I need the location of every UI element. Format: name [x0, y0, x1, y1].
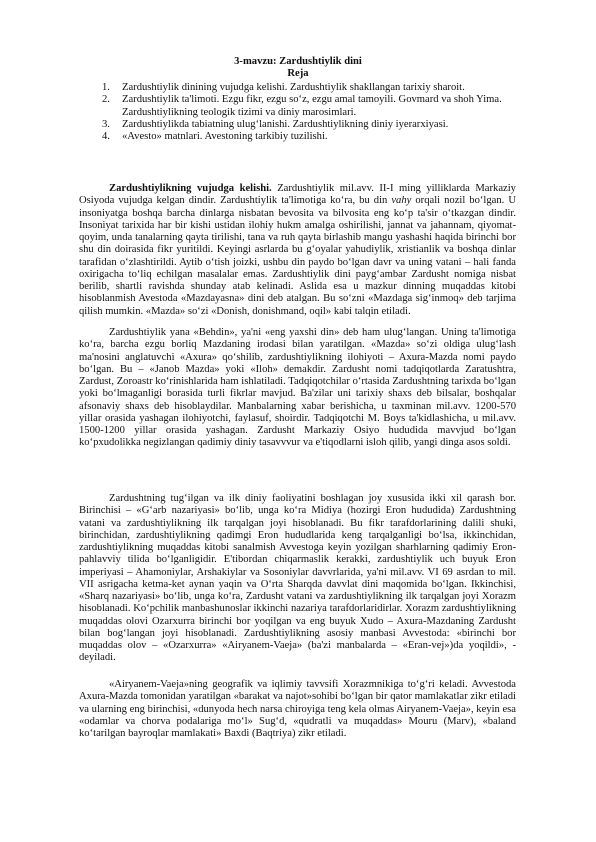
- page-title: 3-mavzu: Zardushtiylik dini: [234, 56, 362, 67]
- section-heading: Zardushtiylikning vujudga kelishi.: [109, 183, 272, 194]
- plan-list: [102, 82, 502, 143]
- plan-item: 4. «Avesto» matnlari. Avestoning tarkibiy tuzilishi.: [102, 131, 328, 142]
- italic-term: vahy: [391, 195, 412, 207]
- paragraph-behdin: Zardushtiylik yana «Behdin», ya'ni «eng yaxshi din» deb ham ulug‘langan. Uning ta'limotiga ko‘ra, barcha ezgu borliq Mazdaning irodasi bilan yaratilgan. «Mazda» so‘zi oldiga ulug‘lash ma'nosini anglatuvchi «Axura» qo‘shilib, zardushtiylikning ilohiyoti – Axura-Mazda nomi paydo bo‘lgan. Bu – «Janob Mazda» yoki «Iloh» demakdir. Zardusht nomi tadqiqotlarda Zaratushtra, Zardust, Zoroastr ko‘rinishlarida ham ishlatiladi. Tadqiqotchilar o‘rtasida Zardushtning tarixda bo‘lgan yoki bo‘lmaganligi borasida turli fikrlar mavjud. Ba'zilar uni tarixiy shaxs deb bilsalar, boshqalar afsonaviy shaxs deb hisoblaydilar. Manbalarning xabar berishicha, u taxminan mil.avv. 1200-570 yillar orasida yashagan ilohiyotchi, faylasuf, shoirdir. Tadqiqotchi M. Boys ta'kidlashicha, u mil.avv. 1500-1200 yillar orasida yashagan. Zardusht Markaziy Osiyo hududida mavvjud bo‘lgan ko‘pxudolikka negizlangan qadimiy diniy tasavvvur va e'tiqodlarni isloh qilib, yangi dinga asos soldi.: [79, 327, 516, 449]
- plan-heading: Reja: [287, 68, 309, 79]
- paragraph-homeland: Zardushtning tug‘ilgan va ilk diniy faoliyatini boshlagan joy xususida ikki xil qarash bor. Birinchisi – «G‘arb nazariyasi» bo‘lib, unga ko‘ra Midiya (hozirgi Eron hududida) Zardushtning vatani va zardushtiylikning ilk tarqalgan joyi hisoblanadi. Bu fikr tarafdorlarining dalili shuki, birinchidan, zardushtiylikning qadimgi Eron hududlarida keng tarqalganligi bo‘lsa, ikkinchidan, zardushtiylikning muqaddas kitobi sanalmish Avvestoga keyin yozilgan sharhlarning qadimiy Eron-pahlavviy tilida bo‘lganligidir. E'tibordan chiqarmaslik kerakki, zardushtiylik uch buyuk Eron imperiyasi – Ahamoniylar, Arshakiylar va Sosoniylar davvrlarida, ya'ni mil.avv. VI 69 asrdan to mil. VII asrigacha ketma-ket aynan yaqin va O‘rta Sharqda davvlat dini maqomida bo‘lgan. Ikkinchisi, «Sharq nazariyasi» bo‘lib, unga ko‘ra, Zardusht vatani va zardushtiylikning ilk tarqalgan joyi Xorazm hisoblanadi. Ko‘pchilik manbashunoslar ikkinchi nazariya tarafdorlaridirlar. Xorazm zardushtiylikning muqaddas olovi Ozarxurra birinchi bor yoqilgan va eng buyuk Xudo – Axura-Mazdaning Zardusht bilan bog‘langan joyi hisoblanadi. Zardushtiylikning asosiy manbasi Avvestoda: «birinchi bor muqaddas olov – «Ozarxurra» «Airyanem-Vaeja» (ba'zi manbalarda – «Eran-vej»)da yoqildi», - deyiladi.: [79, 493, 516, 664]
- paragraph-origin: Zardushtiylikning vujudga kelishi. Zardushtiylik mil.avv. II-I ming yilliklarda Markaziy Osiyoda vujudga kelgan dindir. Zardushtiylik ta'limotiga ko‘ra, bu din vahy orqali nozil bo‘lgan. U insoniyatga boshqa barcha dinlarga nisbatan bevosita va bilvosita eng ko‘p ta'sir o‘tkazgan dindir. Insoniyat tarixida har bir kishi ustidan ilohiy hukm amalga oshirilishi, jannat va jahannam, qiyomat-qoyim, unda tanalarning qayta tirilishi, tana va ruh qayta birlashib mangu yashashi haqida birinchi bor shu din doirasida fikr yuritildi. Keyingi asrlarda bu g‘oyalar yahudiylik, xristianlik va boshqa dinlar tarafidan o‘zlashtirildi. Aytib o‘tish joizki, ushbu din paydo bo‘lgan davr va uning vatani – hali fanda oxirigacha to‘liq echilgan masalalar emas. Zardushtiylik dini payg‘ambar Zardusht nomiga nisbat berilib, shartli ravishda shunday atab kelinadi. Aslida esa u mazkur dinning muqaddas kitobi hisoblanmish Avestoda «Mazdayasna» dini deb atalgan. Bu so‘zni «Mazdaga sig‘inmoq» deb tarjima qilish mumkin. «Mazda» so‘zi «Donish, donishmand, oqil» kabi talqin etiladi.: [79, 183, 516, 317]
- plan-item: 1. Zardushtiylik dinining vujudga kelishi. Zardushtiylik shakllangan tarixiy sharoit.: [102, 82, 465, 93]
- paragraph-airyanem-vaeja: «Airyanem-Vaeja»ning geografik va iqlimiy tavvsifi Xorazmnikiga to‘g‘ri keladi. Avvestoda Axura-Mazda tomonidan yaratilgan «barakat va najot»sohibi bo‘lgan bir qator mamlakatlar zikr etiladi va ularning eng birinchisi, «dunyoda hech narsa chiroyiga teng kela olmas Airyanem-Vaeja», keyin esa «odamlar va chorva podalariga mo‘l» Sug‘d, «qudratli va muqaddas» Mouru (Marv), «baland ko‘tarilgan bayroqlar mamlakati» Baxdi (Baqtriya) zikr etiladi.: [79, 679, 516, 739]
- plan-item: 3. Zardushtiylikda tabiatning ulug‘lanishi. Zardushtiylikning diniy iyerarxiyasi.: [102, 118, 449, 130]
- plan-item: 2. Zardushtiylik ta'limoti. Ezgu fikr, ezgu so‘z, ezgu amal tamoyili. Govmard va shoh Yima. Zardushtiylikning teologik tizimi va diniy marosimlari.: [102, 94, 502, 118]
